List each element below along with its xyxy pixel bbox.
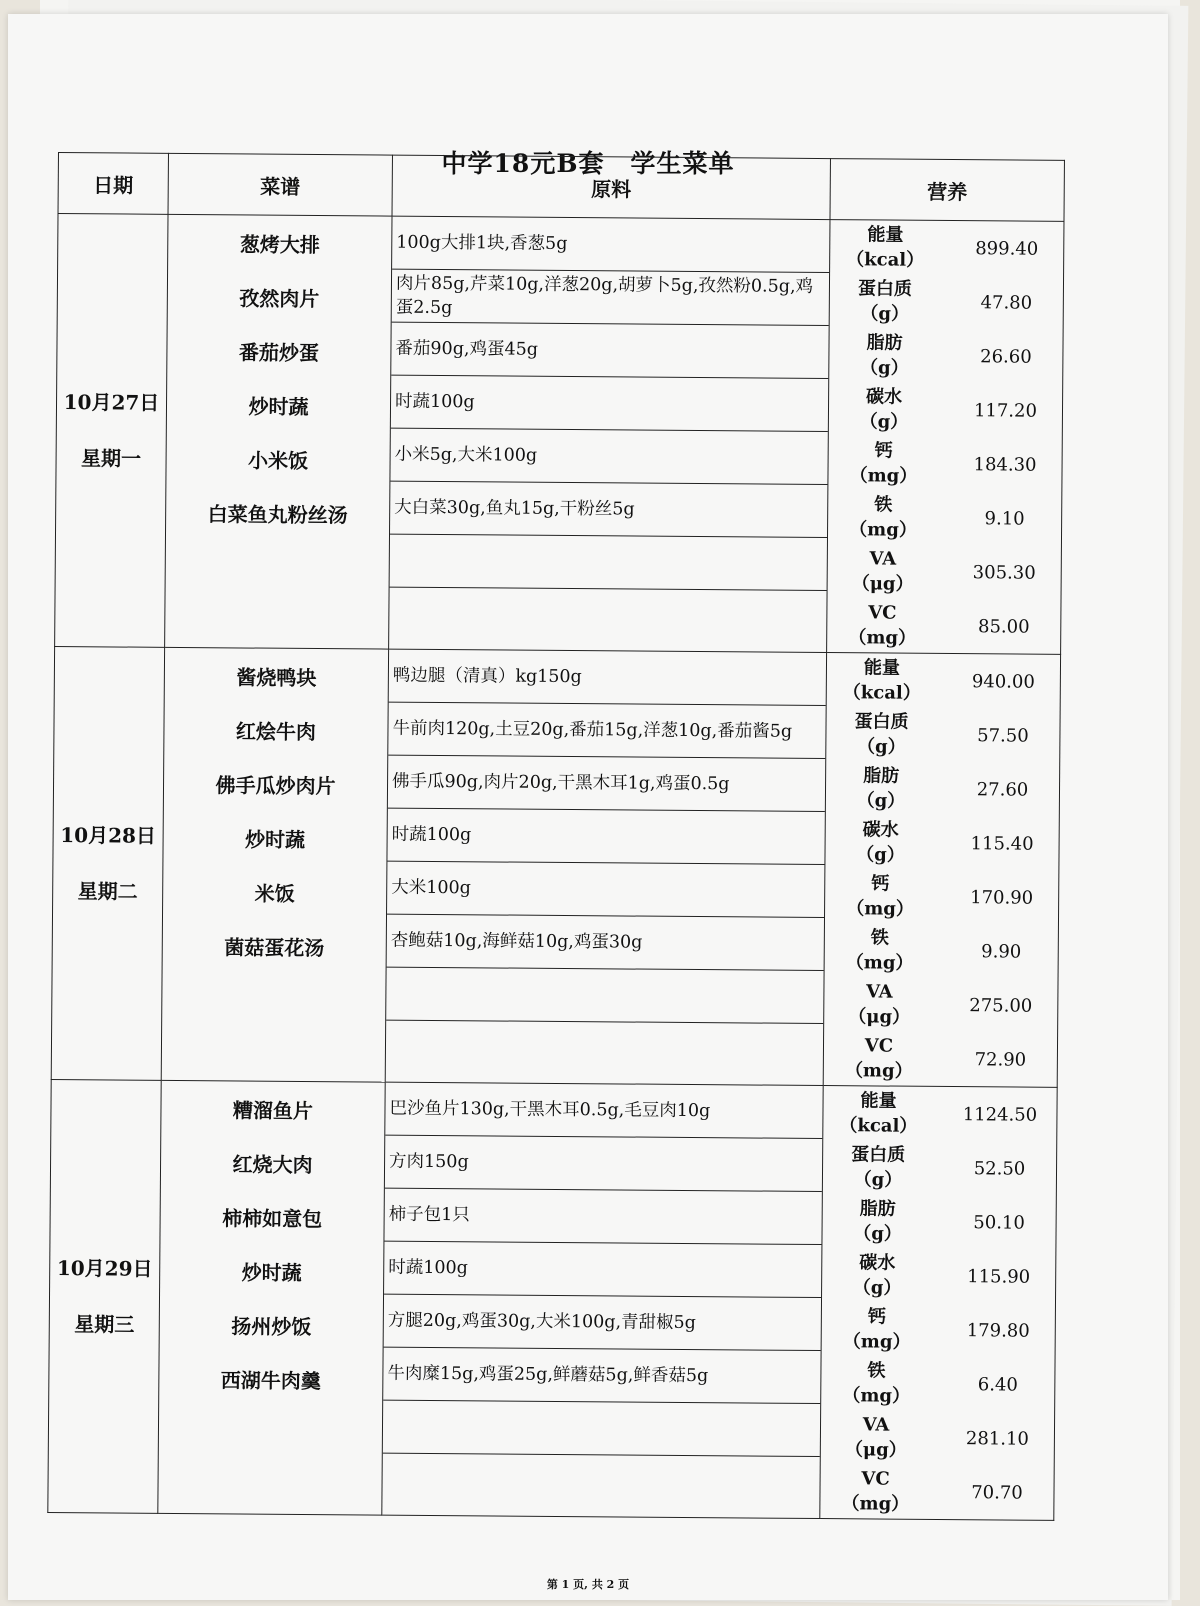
nutrient-name: 能量 bbox=[863, 657, 901, 679]
menu-body bbox=[48, 214, 1064, 1521]
nutrient-name: VC bbox=[861, 1468, 890, 1490]
header-nutrition: 营养 bbox=[830, 159, 1064, 222]
dish-name: 西湖牛肉羹 bbox=[220, 1367, 321, 1393]
nutrient-unit: （kcal） bbox=[846, 249, 925, 271]
dish-name: 糟溜鱼片 bbox=[232, 1097, 314, 1123]
dish-name: 红烩牛肉 bbox=[235, 718, 317, 744]
nutrient-unit: （mg） bbox=[844, 1060, 913, 1082]
day-date: 10月28日 bbox=[60, 823, 157, 848]
nutrition-row bbox=[823, 1140, 1056, 1196]
page-title: 中学18元B套 学生菜单 bbox=[441, 149, 735, 178]
nutrient-name: 碳水 bbox=[859, 1252, 896, 1274]
ingredient-row: 牛前肉120g,土豆20g,番茄15g,洋葱10g,番茄酱5g bbox=[388, 703, 825, 759]
nutrition-row bbox=[830, 274, 1063, 330]
nutrient-value: 305.30 bbox=[972, 561, 1036, 584]
ingredient-row: 时蔬100g bbox=[391, 376, 828, 432]
nutrient-value: 1124.50 bbox=[962, 1103, 1038, 1126]
ingredient-row: 小米5g,大米100g bbox=[390, 429, 827, 485]
ingredient-list-cell bbox=[389, 216, 830, 652]
nutrient-unit: （g） bbox=[852, 1277, 902, 1299]
nutrition-cell bbox=[820, 1086, 1057, 1521]
nutrient-value: 50.10 bbox=[973, 1211, 1025, 1234]
dish-name: 菌菇蛋花汤 bbox=[224, 934, 325, 960]
nutrient-name: 钙 bbox=[867, 1306, 886, 1328]
nutrient-unit: （mg） bbox=[845, 952, 914, 974]
day-weekday: 星期一 bbox=[81, 446, 142, 471]
nutrition-label bbox=[826, 709, 936, 760]
nutrition-row bbox=[822, 1194, 1055, 1250]
nutrition-cell bbox=[827, 220, 1064, 655]
dish-name: 酱烧鸭块 bbox=[236, 664, 317, 690]
nutrition-row bbox=[823, 1086, 1056, 1142]
nutrient-unit: （mg） bbox=[848, 627, 917, 649]
nutrition-row bbox=[828, 490, 1061, 546]
nutrition-row bbox=[828, 544, 1061, 600]
nutrient-value: 52.50 bbox=[973, 1157, 1026, 1180]
header-dish: 菜谱 bbox=[168, 153, 392, 216]
nutrition-row bbox=[822, 1302, 1055, 1358]
nutrient-unit: （mg） bbox=[849, 465, 918, 487]
nutrient-name: VC bbox=[864, 1035, 894, 1057]
nutrition-row bbox=[822, 1248, 1055, 1304]
ingredient-row: 大米100g bbox=[387, 862, 824, 918]
ingredient-row: 柿子包1只 bbox=[384, 1189, 821, 1245]
ingredient-row: 100g大排1块,香葱5g bbox=[392, 217, 829, 273]
nutrient-unit: （g） bbox=[856, 844, 905, 866]
dish-name: 佛手瓜炒肉片 bbox=[215, 772, 336, 798]
nutrient-unit: （g） bbox=[856, 790, 906, 812]
nutrition-label bbox=[828, 546, 938, 597]
nutrient-unit: （kcal） bbox=[839, 1115, 918, 1137]
nutrient-value: 179.80 bbox=[966, 1319, 1030, 1342]
nutrient-value: 184.30 bbox=[973, 453, 1037, 476]
nutrition-label bbox=[825, 817, 935, 868]
nutrient-name: 能量 bbox=[867, 224, 904, 246]
dish-name: 炒时蔬 bbox=[248, 394, 309, 419]
nutrition-row bbox=[825, 815, 1058, 871]
nutrition-label bbox=[828, 438, 938, 489]
nutrition-label bbox=[824, 1033, 934, 1084]
nutrient-unit: （mg） bbox=[846, 898, 914, 920]
ingredient-row bbox=[383, 1401, 820, 1457]
nutrient-name: 钙 bbox=[874, 440, 893, 462]
menu-sheet bbox=[8, 14, 1168, 1600]
ingredient-row: 牛肉糜15g,鸡蛋25g,鲜蘑菇5g,鲜香菇5g bbox=[383, 1348, 820, 1404]
day-row bbox=[48, 1079, 1057, 1520]
nutrient-name: 碳水 bbox=[866, 386, 903, 408]
nutrient-value: 281.10 bbox=[965, 1427, 1029, 1450]
dish-list-cell bbox=[165, 214, 392, 649]
nutrient-value: 70.70 bbox=[971, 1481, 1023, 1504]
ingredient-row: 鸭边腿（清真）kg150g bbox=[389, 650, 826, 706]
day-date-cell bbox=[48, 1079, 161, 1513]
day-weekday: 星期三 bbox=[74, 1312, 135, 1337]
ingredient-row: 肉片85g,芹菜10g,洋葱20g,胡萝卜5g,孜然粉0.5g,鸡蛋2.5g bbox=[392, 270, 829, 326]
nutrient-name: 脂肪 bbox=[859, 1198, 896, 1220]
dish-name: 扬州炒饭 bbox=[231, 1313, 312, 1339]
nutrition-label bbox=[822, 1304, 932, 1355]
nutrition-row bbox=[827, 598, 1060, 654]
nutrient-name: 蛋白质 bbox=[857, 278, 913, 300]
nutrient-name: 铁 bbox=[874, 494, 893, 516]
nutrient-unit: （kcal） bbox=[842, 682, 921, 704]
nutrition-label bbox=[825, 871, 935, 922]
nutrient-name: VA bbox=[869, 548, 897, 570]
nutrition-label bbox=[827, 655, 937, 706]
nutrition-row bbox=[821, 1410, 1054, 1466]
nutrient-unit: （g） bbox=[853, 1169, 903, 1191]
nutrient-value: 115.90 bbox=[967, 1265, 1031, 1288]
ingredient-row: 时蔬100g bbox=[387, 809, 824, 865]
nutrient-value: 85.00 bbox=[977, 615, 1030, 638]
dish-name: 炒时蔬 bbox=[241, 1259, 302, 1285]
nutrition-label bbox=[824, 979, 934, 1030]
dish-name: 米饭 bbox=[254, 881, 295, 906]
ingredient-row bbox=[386, 968, 823, 1024]
dish-name: 柿柿如意包 bbox=[222, 1205, 323, 1231]
day-weekday: 星期二 bbox=[77, 879, 138, 904]
nutrition-label bbox=[827, 600, 937, 651]
ingredient-row bbox=[386, 1021, 823, 1077]
dish-name: 红烧大肉 bbox=[232, 1151, 313, 1177]
day-row bbox=[55, 214, 1064, 655]
nutrient-name: 脂肪 bbox=[866, 332, 903, 354]
nutrient-value: 9.90 bbox=[981, 940, 1022, 963]
nutrient-unit: （μg） bbox=[844, 1439, 907, 1461]
ingredient-row: 方腿20g,鸡蛋30g,大米100g,青甜椒5g bbox=[384, 1295, 821, 1351]
ingredient-row: 时蔬100g bbox=[384, 1242, 821, 1298]
nutrient-value: 117.20 bbox=[973, 399, 1038, 422]
ingredient-list-cell bbox=[382, 1082, 823, 1518]
day-row bbox=[51, 646, 1060, 1087]
nutrition-row bbox=[825, 869, 1058, 925]
nutrient-unit: （g） bbox=[860, 303, 910, 325]
day-date-cell bbox=[55, 214, 168, 648]
nutrient-name: 碳水 bbox=[862, 819, 899, 841]
nutrition-label bbox=[823, 1088, 933, 1139]
nutrient-value: 170.90 bbox=[970, 886, 1034, 909]
nutrition-label bbox=[821, 1412, 931, 1463]
nutrition-row bbox=[826, 761, 1059, 817]
nutrient-unit: （g） bbox=[853, 1223, 902, 1245]
nutrient-name: 蛋白质 bbox=[854, 711, 909, 733]
nutrient-unit: （g） bbox=[859, 357, 909, 379]
nutrient-value: 899.40 bbox=[975, 237, 1039, 260]
dish-name: 孜然肉片 bbox=[239, 285, 320, 311]
ingredient-row: 杏鲍菇10g,海鲜菇10g,鸡蛋30g bbox=[387, 915, 824, 971]
nutrition-row bbox=[826, 707, 1059, 763]
dish-name: 葱烤大排 bbox=[239, 231, 320, 257]
nutrient-name: 钙 bbox=[871, 873, 890, 895]
dish-name: 番茄炒蛋 bbox=[238, 339, 320, 365]
nutrient-value: 27.60 bbox=[976, 778, 1029, 801]
day-date-cell bbox=[51, 646, 164, 1080]
nutrition-row bbox=[829, 328, 1062, 384]
header-ingredients: 原料 bbox=[392, 155, 830, 219]
nutrition-label bbox=[821, 1358, 931, 1409]
nutrition-label bbox=[826, 763, 936, 814]
dish-name: 炒时蔬 bbox=[245, 826, 306, 852]
ingredient-row: 佛手瓜90g,肉片20g,干黑木耳1g,鸡蛋0.5g bbox=[388, 756, 825, 812]
ingredient-row bbox=[389, 588, 826, 644]
dish-name: 白菜鱼丸粉丝汤 bbox=[207, 501, 348, 527]
nutrition-label bbox=[828, 492, 938, 543]
nutrient-name: 蛋白质 bbox=[851, 1144, 906, 1166]
nutrition-label bbox=[820, 1466, 930, 1517]
nutrient-value: 275.00 bbox=[969, 994, 1033, 1017]
page-footer: 第 1 页, 共 2 页 bbox=[546, 1578, 630, 1591]
header-row bbox=[58, 153, 1064, 222]
nutrition-row bbox=[820, 1464, 1053, 1520]
nutrition-cell bbox=[823, 653, 1060, 1088]
dish-name: 小米饭 bbox=[247, 448, 309, 473]
nutrient-value: 72.90 bbox=[974, 1048, 1027, 1071]
nutrition-label bbox=[822, 1250, 932, 1301]
nutrition-label bbox=[823, 1142, 933, 1193]
nutrient-value: 940.00 bbox=[971, 670, 1035, 693]
nutrition-row bbox=[824, 1031, 1057, 1087]
nutrient-name: 铁 bbox=[867, 1360, 886, 1382]
nutrient-value: 57.50 bbox=[977, 724, 1029, 747]
nutrient-value: 9.10 bbox=[984, 507, 1025, 530]
nutrition-row bbox=[828, 436, 1061, 492]
nutrition-label bbox=[829, 384, 939, 435]
nutrition-label bbox=[830, 276, 940, 327]
nutrition-row bbox=[827, 653, 1060, 709]
nutrition-label bbox=[830, 222, 940, 273]
nutrient-name: VC bbox=[868, 602, 897, 624]
ingredient-row bbox=[390, 535, 827, 591]
nutrition-row bbox=[830, 220, 1063, 276]
nutrition-label bbox=[829, 330, 939, 381]
day-date: 10月27日 bbox=[63, 390, 160, 415]
dish-list-cell bbox=[158, 1080, 385, 1515]
nutrient-value: 47.80 bbox=[980, 291, 1033, 314]
nutrient-unit: （g） bbox=[859, 411, 909, 433]
nutrient-name: VA bbox=[866, 981, 893, 1003]
ingredient-row: 巴沙鱼片130g,干黑木耳0.5g,毛豆肉10g bbox=[385, 1083, 822, 1139]
nutrient-name: 能量 bbox=[860, 1090, 897, 1112]
nutrition-label bbox=[822, 1196, 932, 1247]
nutrient-name: VA bbox=[862, 1414, 890, 1436]
nutrient-unit: （μg） bbox=[851, 573, 914, 595]
nutrition-row bbox=[829, 382, 1062, 438]
nutrient-unit: （μg） bbox=[848, 1006, 911, 1028]
ingredient-row: 方肉150g bbox=[385, 1136, 822, 1192]
nutrient-value: 6.40 bbox=[977, 1373, 1018, 1396]
nutrition-row bbox=[825, 923, 1058, 979]
nutrient-value: 26.60 bbox=[980, 345, 1032, 368]
nutrient-unit: （mg） bbox=[842, 1331, 911, 1353]
nutrition-row bbox=[821, 1356, 1054, 1412]
ingredient-row: 大白菜30g,鱼丸15g,干粉丝5g bbox=[390, 482, 827, 538]
nutrition-row bbox=[824, 977, 1057, 1033]
ingredient-row bbox=[382, 1454, 819, 1510]
nutrient-name: 铁 bbox=[870, 927, 889, 949]
nutrient-unit: （g） bbox=[856, 736, 906, 758]
nutrient-value: 115.40 bbox=[970, 832, 1034, 855]
ingredient-list-cell bbox=[385, 649, 826, 1085]
nutrient-unit: （mg） bbox=[849, 519, 917, 541]
menu-table bbox=[47, 152, 1065, 1521]
nutrition-label bbox=[825, 925, 935, 976]
header-date: 日期 bbox=[58, 153, 168, 215]
day-date: 10月29日 bbox=[56, 1256, 153, 1281]
nutrient-unit: （mg） bbox=[842, 1385, 911, 1407]
nutrient-name: 脂肪 bbox=[863, 765, 900, 787]
dish-list-cell bbox=[161, 647, 388, 1082]
ingredient-row: 番茄90g,鸡蛋45g bbox=[391, 323, 828, 379]
nutrient-unit: （mg） bbox=[841, 1493, 910, 1515]
